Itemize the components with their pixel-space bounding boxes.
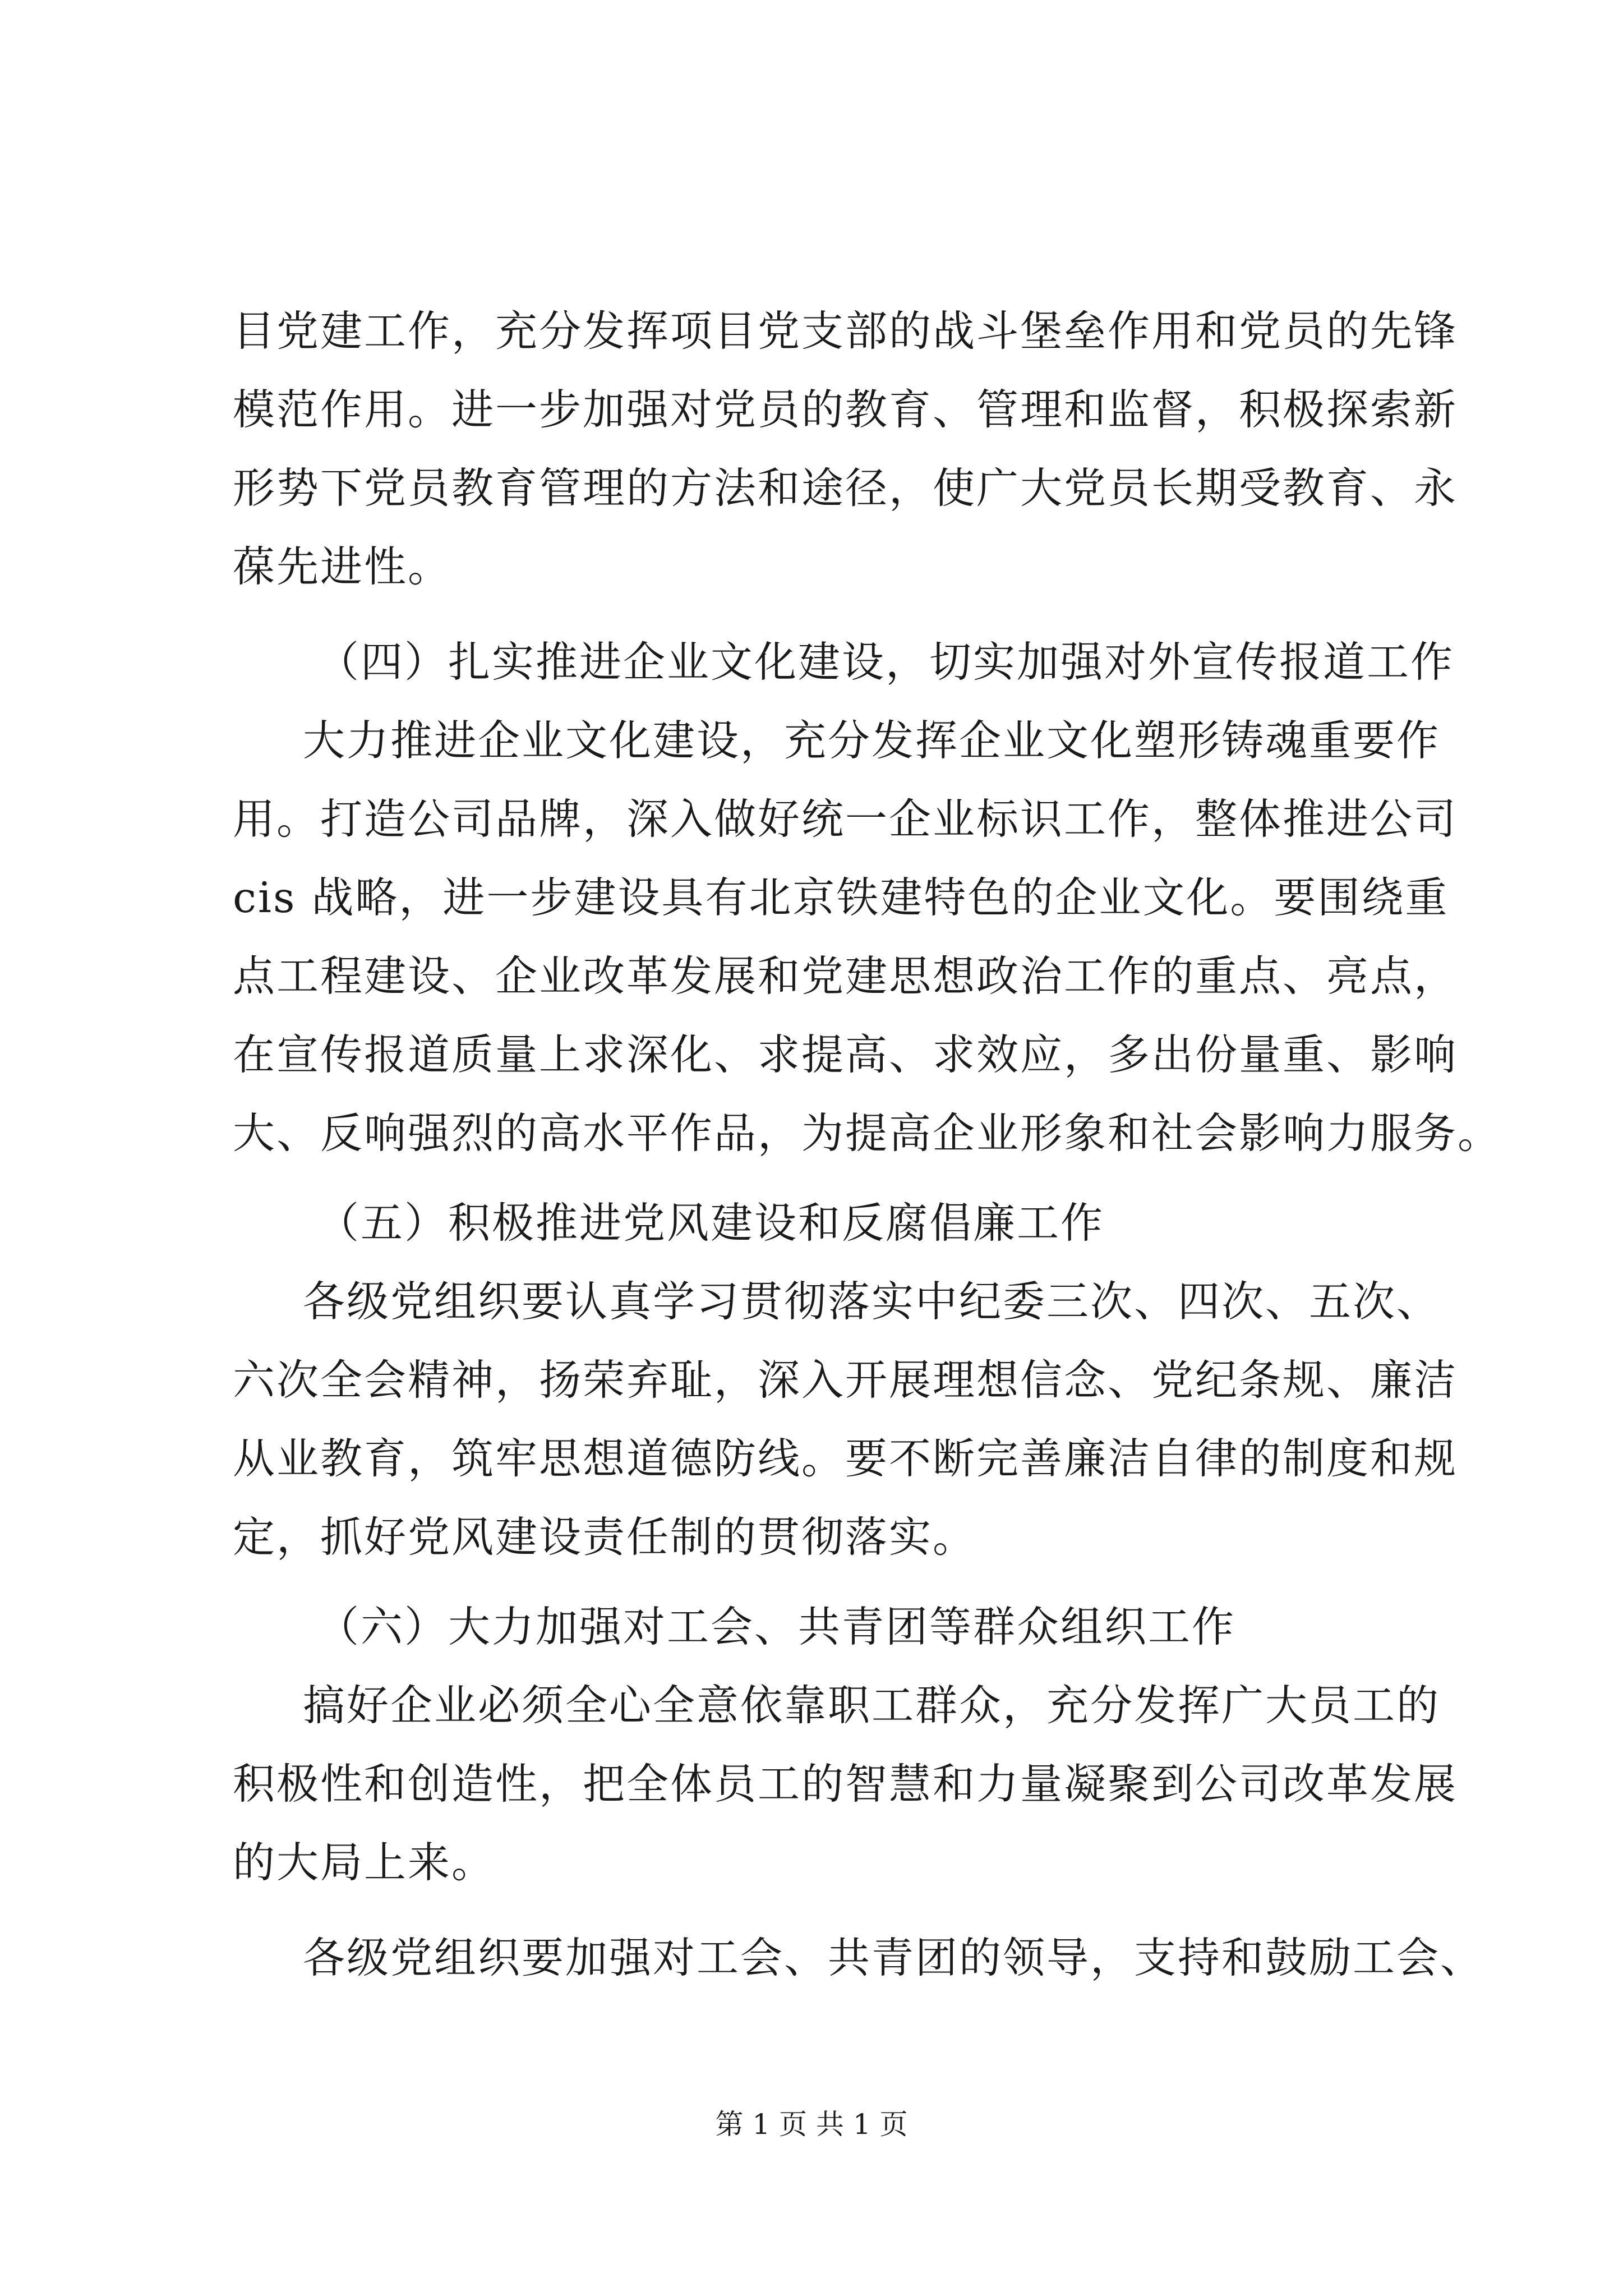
body-text-line: 定，抓好党风建设责任制的贯彻落实。 [233, 1512, 977, 1562]
body-text-line: 各级党组织要加强对工会、共青团的领导，支持和鼓励工会、 [303, 1933, 1484, 1982]
page-footer: 第 1 页 共 1 页 [715, 2108, 908, 2141]
body-text-line: 用。打造公司品牌，深入做好统一企业标识工作，整体推进公司 [233, 794, 1458, 844]
body-text-line: cis 战略，进一步建设具有北京铁建特色的企业文化。要围绕重 [233, 873, 1449, 922]
body-text-line: 模范作用。进一步加强对党员的教育、管理和监督，积极探索新 [233, 385, 1458, 434]
body-text-line: 的大局上来。 [233, 1838, 496, 1887]
body-text-line: 葆先进性。 [233, 542, 452, 591]
section-heading-six: （六）大力加强对工会、共青团等群众组织工作 [317, 1602, 1236, 1651]
body-text-line: 点工程建设、企业改革发展和党建思想政治工作的重点、亮点， [233, 951, 1458, 1001]
body-text-line: 目党建工作，充分发挥项目党支部的战斗堡垒作用和党员的先锋 [233, 306, 1458, 356]
section-heading-five: （五）积极推进党风建设和反腐倡廉工作 [317, 1198, 1105, 1248]
body-text-line: 大、反响强烈的高水平作品，为提高企业形象和社会影响力服务。 [233, 1108, 1502, 1158]
body-text-line: 从业教育，筑牢思想道德防线。要不断完善廉洁自律的制度和规 [233, 1434, 1458, 1483]
body-text-line: 搞好企业必须全心全意依靠职工群众，充分发挥广大员工的 [303, 1681, 1441, 1730]
body-text-line: 大力推进企业文化建设，充分发挥企业文化塑形铸魂重要作 [303, 716, 1441, 765]
body-text-line: 六次全会精神，扬荣弃耻，深入开展理想信念、党纪条规、廉洁 [233, 1355, 1458, 1405]
body-text-line: 各级党组织要认真学习贯彻落实中纪委三次、四次、五次、 [303, 1277, 1441, 1326]
body-text-line: 在宣传报道质量上求深化、求提高、求效应，多出份量重、影响 [233, 1030, 1458, 1079]
body-text-line: 积极性和创造性，把全体员工的智慧和力量凝聚到公司改革发展 [233, 1759, 1458, 1809]
body-text-line: 形势下党员教育管理的方法和途径，使广大党员长期受教育、永 [233, 463, 1458, 513]
section-heading-four: （四）扎实推进企业文化建设，切实加强对外宣传报道工作 [317, 637, 1455, 687]
